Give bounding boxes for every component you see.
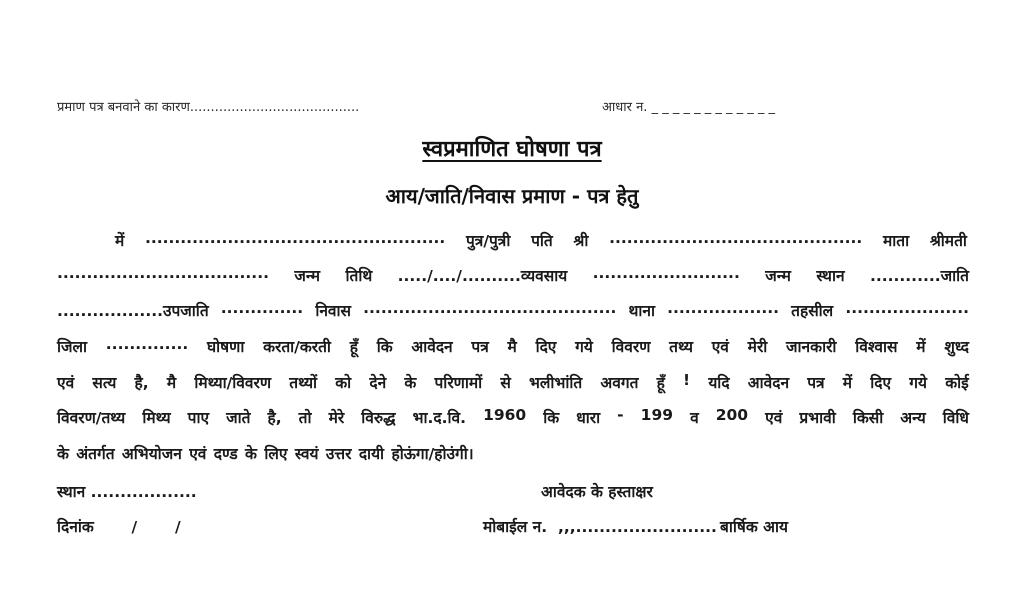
row6-word: - bbox=[617, 406, 624, 424]
subcaste-value-blank: .............. bbox=[220, 299, 304, 317]
row5-word: से bbox=[500, 374, 511, 392]
row5-word: हूँ bbox=[656, 374, 665, 392]
row6-word: विरुद्ध bbox=[361, 409, 396, 427]
declaration-row-6 bbox=[57, 406, 969, 428]
row1-word: श्रीमती bbox=[929, 232, 967, 250]
row6-word: विवरण/तथ्य bbox=[57, 409, 126, 427]
row4-word: घोषणा bbox=[206, 338, 245, 356]
row3-word: तहसील bbox=[791, 302, 834, 320]
row6-word: किसी bbox=[852, 409, 884, 427]
row4-word: विवरण bbox=[611, 338, 651, 356]
row4-word: आवेदन bbox=[411, 338, 453, 356]
district-blank: .............. bbox=[105, 335, 189, 353]
row4-word: एवं bbox=[711, 338, 729, 356]
certificate-reason-field: प्रमाण पत्र बनवाने का कारण......................................... bbox=[57, 100, 360, 115]
applicant-signature-label: आवेदक के हस्ताक्षर bbox=[541, 483, 653, 501]
row5-word: है, bbox=[134, 374, 149, 392]
tehsil-blank: ..................... bbox=[845, 299, 969, 317]
declaration-row-4 bbox=[57, 335, 969, 357]
row6-word: प्रभावी bbox=[799, 409, 836, 427]
row4-word: कि bbox=[376, 338, 393, 356]
row4-word: गये bbox=[575, 338, 593, 356]
row5-word: भलीभांति bbox=[529, 374, 583, 392]
document-title: स्वप्रमाणित घोषणा पत्र bbox=[422, 137, 602, 162]
birthplace-caste-blank: ............जाति bbox=[869, 267, 969, 285]
name-blank: ................................................... bbox=[144, 229, 446, 247]
row5-word: यदि bbox=[708, 374, 730, 392]
row6-word: जाते bbox=[226, 409, 251, 427]
row5-word: पत्र bbox=[807, 374, 825, 392]
row4-word: मै bbox=[507, 338, 517, 356]
row6-word: तो bbox=[298, 409, 312, 427]
row6-word: 200 bbox=[715, 406, 749, 424]
date-field: दिनांक / / bbox=[57, 518, 181, 536]
dob-occupation-blank: ...../..../..........व्यवसाय bbox=[397, 267, 568, 285]
declaration-row-2 bbox=[57, 264, 969, 286]
row6-word: 1960 bbox=[483, 406, 527, 424]
row5-word: तथ्यों bbox=[289, 374, 318, 392]
police-station-blank: ................... bbox=[667, 299, 780, 317]
row6-word: मेरे bbox=[328, 409, 345, 427]
row5-word: के bbox=[404, 374, 417, 392]
row6-word: भा.द.वि. bbox=[412, 409, 467, 427]
row4-word: तथ्य bbox=[669, 338, 693, 356]
father-name-blank: ........................................... bbox=[609, 229, 863, 247]
row1-word: माता bbox=[882, 232, 910, 250]
row5-word: कोई bbox=[945, 374, 969, 392]
mother-name-blank: .................................... bbox=[57, 264, 269, 282]
row5-word: गये bbox=[909, 374, 927, 392]
row5-word: सत्य bbox=[92, 374, 117, 392]
row3-word: थाना bbox=[628, 302, 656, 320]
row1-word: पुत्र/पुत्री bbox=[465, 232, 511, 250]
annual-income-label: बार्षिक आय bbox=[720, 518, 788, 536]
row4-word: मेरी bbox=[747, 338, 768, 356]
declaration-row-3 bbox=[57, 299, 969, 321]
document-subtitle: आय/जाति/निवास प्रमाण - पत्र हेतु bbox=[385, 184, 639, 208]
row6-word: एवं bbox=[765, 409, 783, 427]
row4-word: जिला bbox=[57, 338, 88, 356]
aadhaar-number-field: आधार न. _ _ _ _ _ _ _ _ _ _ _ _ bbox=[602, 100, 776, 115]
row4-word: करता/करती bbox=[263, 338, 331, 356]
row5-word: परिणामों bbox=[434, 374, 483, 392]
row2-word: तिथि bbox=[345, 267, 373, 285]
row5-word: दिए bbox=[870, 374, 892, 392]
row6-word: विधि bbox=[942, 409, 969, 427]
row3-word: निवास bbox=[315, 302, 352, 320]
row2-word: स्थान bbox=[816, 267, 845, 285]
row6-word: धारा bbox=[576, 409, 601, 427]
place-field: स्थान .................. bbox=[57, 483, 197, 501]
row2-word: जन्म bbox=[294, 267, 321, 285]
declaration-row-7: के अंतर्गत अभियोजन एवं दण्ड के लिए स्वयं उत्तर दायी होऊंगा/होउंगी। bbox=[57, 445, 474, 463]
row5-word: अवगत bbox=[600, 374, 639, 392]
row4-word: दिए bbox=[535, 338, 557, 356]
row1-word: में bbox=[115, 232, 125, 250]
mobile-number-field: मोबाईल न. ,,,........................ bbox=[483, 518, 717, 536]
row1-word: पति bbox=[531, 232, 553, 250]
declaration-row-1 bbox=[115, 229, 967, 251]
declaration-row-5 bbox=[57, 371, 969, 393]
occupation-blank: ......................... bbox=[592, 264, 740, 282]
row5-word: मै bbox=[166, 374, 177, 392]
row4-word: में bbox=[916, 338, 926, 356]
row6-word: है, bbox=[267, 409, 282, 427]
row2-word: जन्म bbox=[765, 267, 791, 285]
residence-blank: ........................................... bbox=[363, 299, 617, 317]
row5-word: मिथ्या/विवरण bbox=[194, 374, 272, 392]
row5-word: देने bbox=[369, 374, 387, 392]
row4-word: जानकारी bbox=[786, 338, 837, 356]
row6-word: पाए bbox=[187, 409, 210, 427]
row1-word: श्री bbox=[573, 232, 589, 250]
row4-word: विश्वास bbox=[855, 338, 898, 356]
row5-word: आवेदन bbox=[747, 374, 790, 392]
row4-word: शुध्द bbox=[944, 338, 969, 356]
row5-word: एवं bbox=[57, 374, 75, 392]
row6-word: कि bbox=[543, 409, 560, 427]
row5-word: को bbox=[335, 374, 352, 392]
subcaste-blank: ..................उपजाति bbox=[57, 302, 209, 320]
row6-word: अन्य bbox=[900, 409, 926, 427]
row6-word: मिथ्य bbox=[142, 409, 171, 427]
row6-word: 199 bbox=[640, 406, 674, 424]
row4-word: हूँ bbox=[349, 338, 358, 356]
row5-word: में bbox=[842, 374, 853, 392]
row4-word: पत्र bbox=[471, 338, 489, 356]
row6-word: व bbox=[690, 409, 699, 427]
row5-word: ! bbox=[683, 371, 691, 389]
